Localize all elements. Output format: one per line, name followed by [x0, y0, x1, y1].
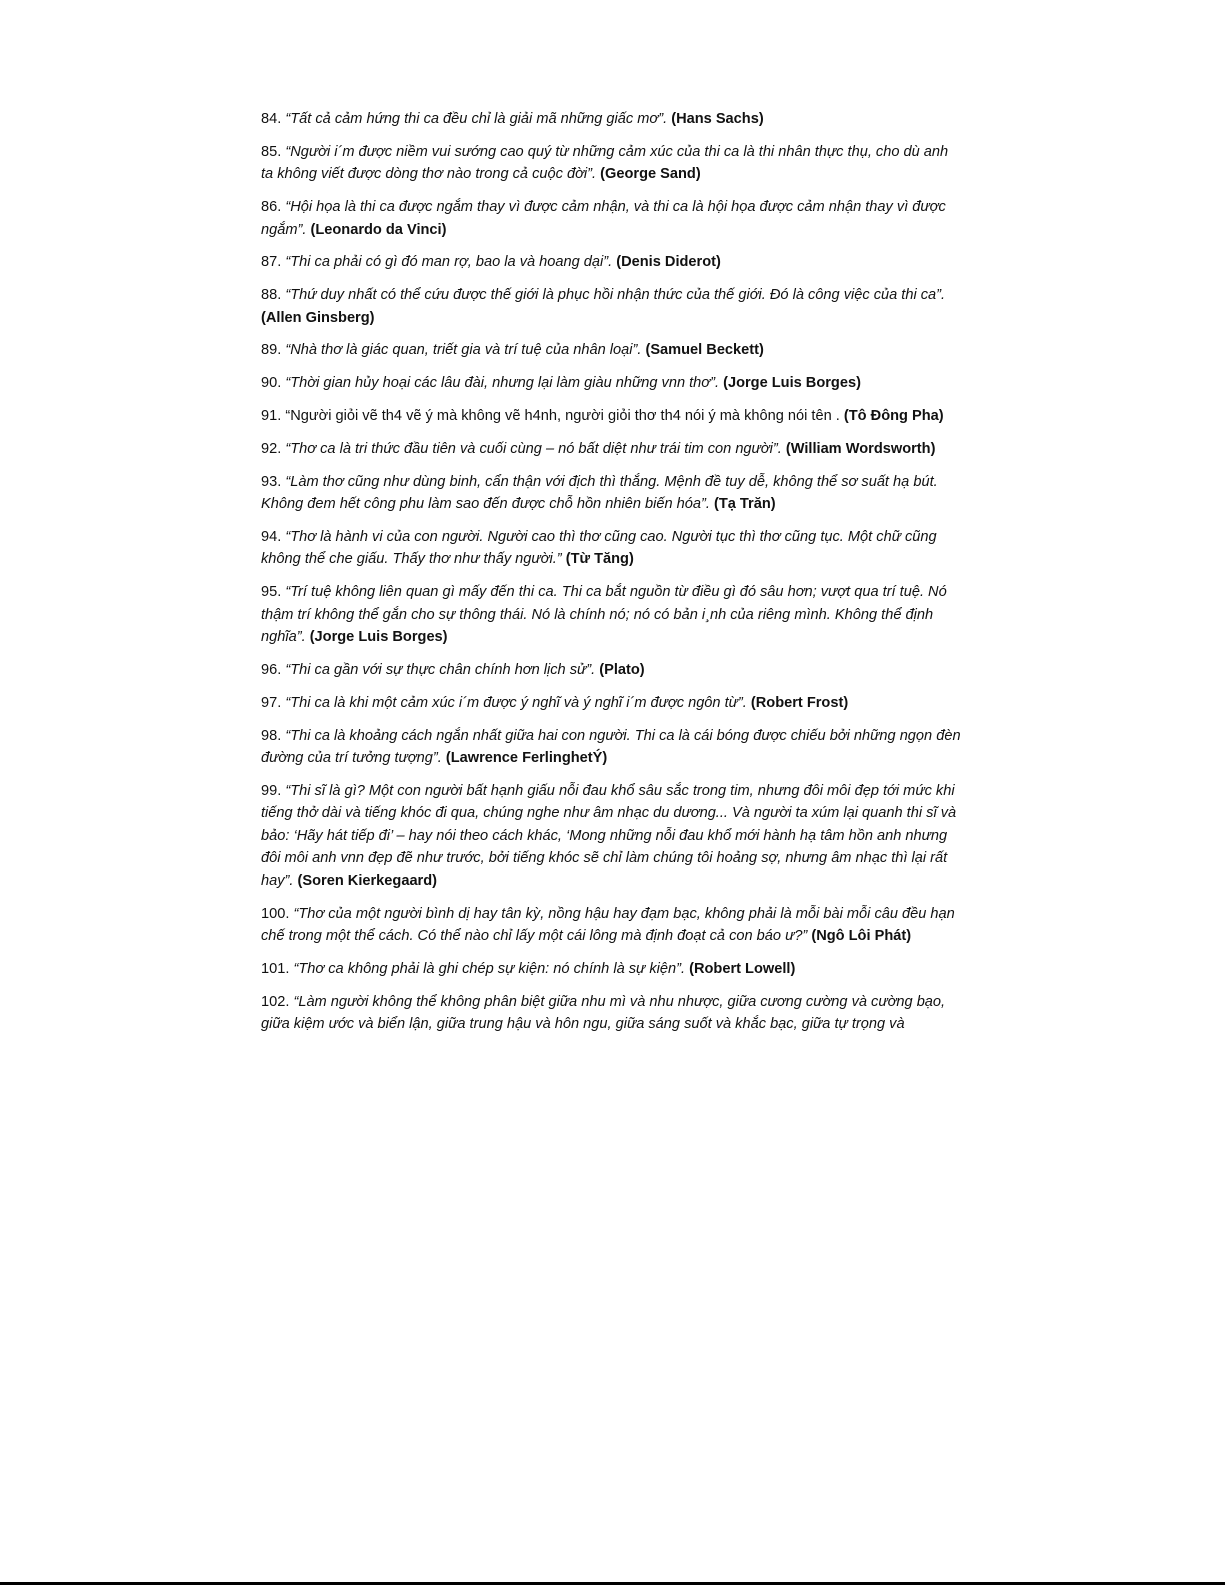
quote-text: “Thi ca phải có gì đó man rợ, bao la và hoang dại”.	[285, 254, 613, 271]
quote-number: 90.	[261, 375, 282, 392]
quote-author: (Soren Kierkegaard)	[297, 872, 438, 889]
quote-text: “Làm người không thể không phân biệt giữa nhu mì và nhu nhược, giữa cương cường và cường bạo, giữa kiệm ước và biển lận, giữa trung hậu và hôn ngu, giữa sáng suốt và khắc bạc, giữa tự trọng và	[261, 993, 946, 1033]
quote-author: (Samuel Beckett)	[645, 342, 764, 359]
quote-author: (Từ Tăng)	[565, 551, 634, 568]
quote-text: “Hội họa là thi ca được ngắm thay vì được cảm nhận, và thi ca là hội họa được cảm nhận thay vì được ngắm”.	[261, 199, 946, 238]
quote-101	[261, 958, 961, 981]
quote-author: (Robert Lowell)	[689, 961, 796, 978]
quote-text: “Thơ ca không phải là ghi chép sự kiện: nó chính là sự kiện”.	[293, 961, 686, 978]
quote-number: 94.	[261, 528, 282, 545]
quote-88	[261, 284, 961, 329]
quote-author: (Jorge Luis Borges)	[723, 375, 861, 392]
quote-number: 86.	[261, 199, 282, 216]
quote-number: 92.	[261, 440, 282, 457]
quote-94	[261, 526, 961, 571]
quote-author: (Allen Ginsberg)	[261, 309, 375, 326]
quote-author: (Plato)	[599, 662, 645, 679]
quote-number: 87.	[261, 254, 282, 271]
quote-text: “Làm thơ cũng như dùng binh, cẩn thận với địch thì thắng. Mệnh đề tuy dễ, không thể sơ suất hạ bút. Không đem hết công phu làm sao đến được chỗ hồn nhiên biến hóa”.	[261, 473, 938, 513]
quote-86	[261, 196, 961, 241]
quote-number: 101.	[261, 961, 290, 978]
quote-text: “Trí tuệ không liên quan gì mấy đến thi ca. Thi ca bắt nguồn từ điều gì đó sâu hơn; vượt qua trí tuệ. Nó thậm trí không thể gắn cho sự thông thái. Nó là chính nó; nó có bản i¸nh của riêng mình. Không thể định nghĩa”.	[261, 584, 947, 646]
quote-87	[261, 251, 961, 274]
quote-text: “Thi ca là khi một cảm xúc i´m được ý nghĩ và ý nghĩ i´m được ngôn từ”.	[285, 694, 747, 711]
quote-96	[261, 659, 961, 682]
quote-text: “Thi sĩ là gì? Một con người bất hạnh giấu nỗi đau khổ sâu sắc trong tim, nhưng đôi môi đẹp tới mức khi tiếng thở dài và tiếng khóc đi qua, chúng nghe như âm nhạc du dương... Và người ta xúm lại quanh thi sĩ và bảo: ‘Hãy hát tiếp đi’ – hay nói theo cách khác, ‘Mong những nỗi đau khổ mới hành hạ tâm hồn anh nhưng đôi môi anh vnn đẹp đẽ như trước, bởi tiếng khóc sẽ chỉ làm chúng tôi hoảng sợ, nhưng âm nhạc thì lại rất hay”.	[261, 782, 957, 889]
quote-text: “Thơ là hành vi của con người. Người cao thì thơ cũng cao. Người tục thì thơ cũng tục. Một chữ cũng không thể che giấu. Thấy thơ như thấy người.”	[261, 528, 937, 568]
quote-99	[261, 780, 961, 893]
document-page	[261, 108, 961, 1046]
quote-85	[261, 141, 961, 186]
quote-text: “Người i´m được niềm vui sướng cao quý từ những cảm xúc của thi ca là thi nhân thực thụ, cho dù anh ta không viết được dòng thơ nào trong cả cuộc đời”.	[261, 143, 949, 183]
quote-100	[261, 903, 961, 948]
quote-95	[261, 581, 961, 649]
quote-text: “Thứ duy nhất có thể cứu được thế giới là phục hồi nhận thức của thế giới. Đó là công việc của thi ca”.	[285, 287, 946, 304]
quote-number: 85.	[261, 143, 282, 160]
quote-number: 100.	[261, 905, 290, 922]
quote-author: (Robert Frost)	[750, 694, 849, 711]
quote-number: 97.	[261, 694, 282, 711]
quote-text: “Tất cả cảm hứng thi ca đều chỉ là giải mã những giấc mơ”.	[285, 111, 668, 127]
quote-author: (Tạ Trăn)	[713, 496, 776, 513]
quote-89	[261, 339, 961, 362]
quote-97	[261, 692, 961, 715]
quote-91	[261, 405, 961, 428]
quote-98	[261, 725, 961, 770]
quote-number: 84.	[261, 111, 282, 127]
quote-90	[261, 372, 961, 395]
quote-text: “Thi ca gần với sự thực chân chính hơn lịch sử”.	[285, 662, 596, 679]
quote-number: 89.	[261, 342, 282, 359]
quote-text: “Người giỏi vẽ th4 vẽ ý mà không vẽ h4nh, người giỏi thơ th4 nói ý mà không nói tên .	[285, 408, 840, 425]
quote-number: 96.	[261, 662, 282, 679]
quote-author: (Ngô Lôi Phát)	[811, 928, 912, 945]
quote-text: “Nhà thơ là giác quan, triết gia và trí tuệ của nhân loại”.	[285, 342, 642, 359]
quote-author: (William Wordsworth)	[785, 440, 936, 457]
quote-author: (Jorge Luis Borges)	[309, 629, 448, 646]
quote-author: (Lawrence FerlinghetÝ)	[445, 750, 608, 767]
quote-92	[261, 438, 961, 461]
quote-text: “Thơ của một người bình dị hay tân kỳ, nồng hậu hay đạm bạc, không phải là mỗi bài mỗi câu đều hạn chế trong một thể cách. Có thể nào chỉ lấy một cái lông mà định đoạt cả con báo ư?”	[261, 905, 955, 945]
quote-text: “Thi ca là khoảng cách ngắn nhất giữa hai con người. Thi ca là cái bóng được chiếu bởi những ngọn đèn đường của trí tưởng tượng”.	[261, 727, 961, 767]
quote-number: 88.	[261, 287, 282, 304]
quote-number: 93.	[261, 473, 282, 490]
quote-author: (George Sand)	[600, 166, 701, 183]
quote-author: (Tô Đông Pha)	[843, 408, 944, 425]
quote-number: 102.	[261, 993, 290, 1010]
quote-text: “Thời gian hủy hoại các lâu đài, nhưng lại làm giàu những vnn thơ”.	[285, 375, 720, 392]
quote-102	[261, 991, 961, 1036]
quote-84	[261, 108, 961, 131]
quote-author: (Hans Sachs)	[671, 111, 764, 127]
quote-number: 98.	[261, 727, 282, 744]
quote-number: 91.	[261, 408, 282, 425]
quote-author: (Denis Diderot)	[616, 254, 721, 271]
quote-author: (Leonardo da Vinci)	[310, 221, 447, 238]
quote-number: 99.	[261, 782, 282, 799]
quote-text: “Thơ ca là tri thức đầu tiên và cuối cùng – nó bất diệt như trái tim con người”.	[285, 440, 782, 457]
quote-93	[261, 471, 961, 516]
quote-number: 95.	[261, 584, 282, 601]
